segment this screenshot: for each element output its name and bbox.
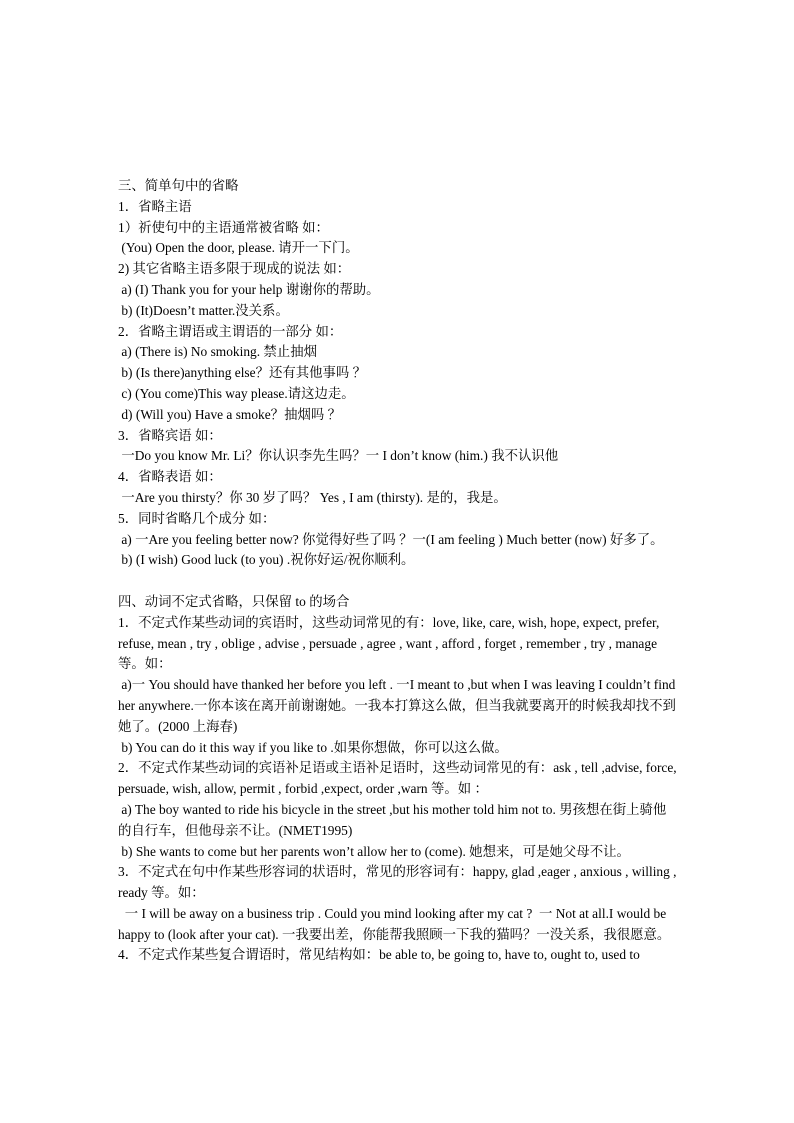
text-line: d) (Will you) Have a smoke？抽烟吗 ？ [118,406,341,422]
text-line: b) (Is there)anything else？还有其他事吗 ？ [118,365,367,381]
text-line: 2．省略主谓语或主谓语的一部分 如： [118,323,343,339]
text-line: 4．不定式作某些复合谓语时，常见结构如：be able to, be going to, have to, ought to, used to [118,947,640,963]
text-line: 3．省略宾语 如： [118,427,222,443]
text-line: a)一 You should have thanked her before you left . 一I meant to ,but when I was leaving I couldn’t find her anywhere.一你本该在离开前谢谢她。一我本打算这么做，但当我就要离开的时候我却找不到她了。(2000 上海春) [118,677,679,734]
paragraph-gap [118,571,678,592]
text-line: 1．省略主语 [118,198,192,214]
text-line: 一Are you thirsty？你 30 岁了吗？ Yes , I am (thirsty). 是的，我是。 [118,489,507,505]
text-line: a) 一Are you feeling better now? 你觉得好些了吗 ？一(I am feeling ) Much better (now) 好多了。 [118,531,664,547]
text-line: 1）祈使句中的主语通常被省略 如： [118,219,329,235]
text-line: 2．不定式作某些动词的宾语补足语或主语补足语时，这些动词常见的有：ask , tell ,advise, force, persuade, wish, allow, permit , forbid ,expect, order ,warn 等。如 ： [118,760,680,797]
section-heading: 三、简单句中的省略 [118,178,239,193]
text-line: b) She wants to come but her parents won’t allow her to (come). 她想来，可是她父母不让。 [118,843,630,859]
document-page [118,176,678,966]
text-line: 2) 其它省略主语多限于现成的说法 如： [118,261,351,277]
text-line: b) (It)Doesn’t matter.没关系。 [118,302,289,318]
text-line: 5．同时省略几个成分 如： [118,510,276,526]
text-line: b) (I wish) Good luck (to you) .祝你好运/祝你顺利。 [118,552,415,568]
text-line: a) (There is) No smoking. 禁止抽烟 [118,344,317,360]
text-line: 一Do you know Mr. Li？你认识李先生吗？一 I don’t know (him.) 我不认识他 [118,448,559,464]
text-line: b) You can do it this way if you like to .如果你想做，你可以这么做。 [118,739,508,755]
section-heading: 四、动词不定式省略，只保留 to 的场合 [118,593,350,609]
text-line: 1．不定式作某些动词的宾语时，这些动词常见的有：love, like, care, wish, hope, expect, prefer, refuse, mean , try , oblige , advise , persuade , agree , want , afford , forget , remember , try , manage 等。如： [118,614,663,672]
text-line: a) (I) Thank you for your help 谢谢你的帮助。 [118,281,380,297]
text-line: a) The boy wanted to ride his bicycle in the street ,but his mother told him not to. 男孩想在街上骑他的自行车，但他母亲不让。(NMET1995) [118,801,667,838]
text-line: 一 I will be away on a business trip . Could you mind looking after my cat ? 一 Not at all.I would be happy to (look after your cat). 一我要出差，你能帮我照顾一下我的猫吗？一没关系，我很愿意。 [118,905,671,942]
text-line: 4．省略表语 如： [118,469,222,485]
text-line: c) (You come)This way please.请这边走。 [118,385,355,401]
text-line: 3．不定式在句中作某些形容词的状语时，常见的形容词有：happy, glad ,eager , anxious , willing , ready 等。如： [118,864,680,901]
text-line: (You) Open the door, please. 请开一下门。 [118,240,359,256]
